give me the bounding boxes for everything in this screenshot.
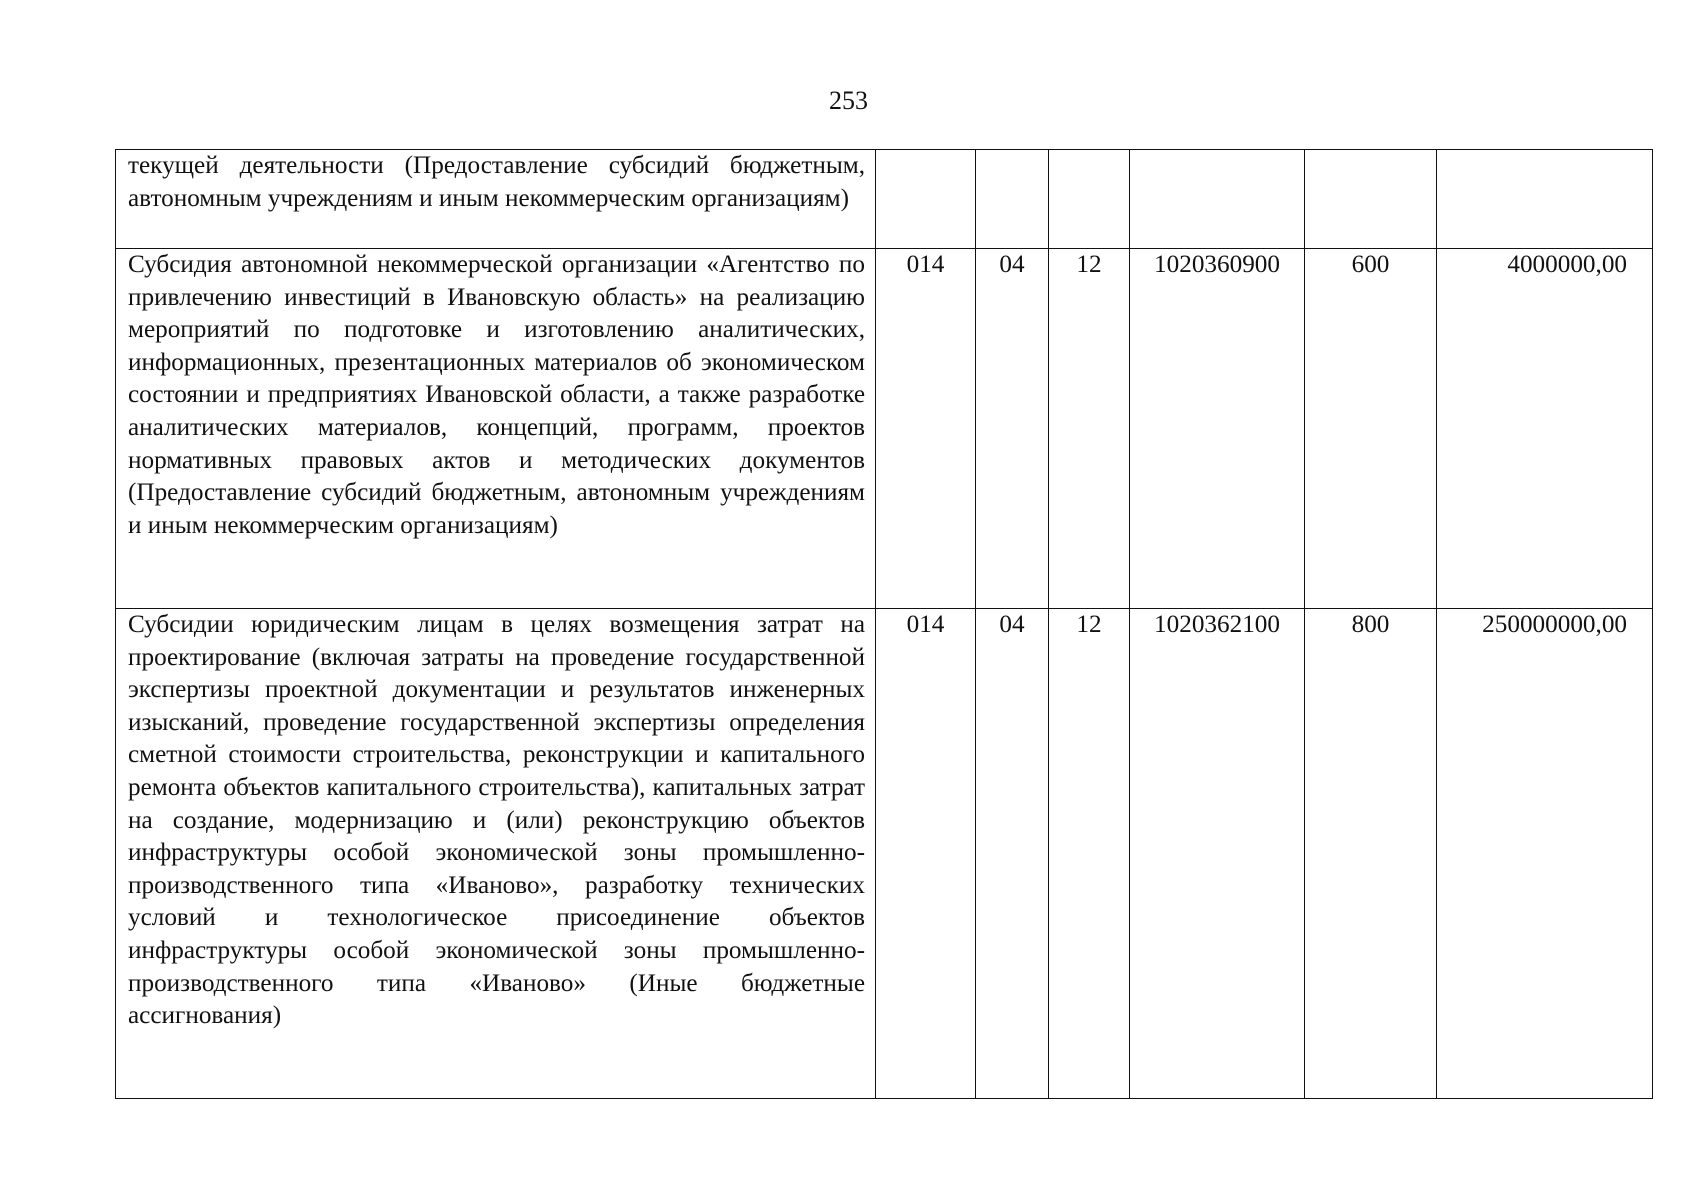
- budget-table: [115, 149, 1653, 1099]
- row-description: текущей деятельности (Предоставление субсидий бюджетным, автономным учреждениям и иным некоммерческим организациям): [116, 150, 876, 249]
- page-number: 253: [829, 86, 868, 115]
- row-ved-code: 014: [876, 249, 976, 609]
- row-amount: [1437, 150, 1653, 249]
- row-section-code: 04: [976, 249, 1049, 609]
- row-target-article-code: [1130, 150, 1305, 249]
- row-expense-type-code: [1305, 150, 1437, 249]
- row-description: Субсидия автономной некоммерческой организации «Агентство по привлечению инвестиций в Ивановскую область» на реализацию мероприятий по подготовке и изготовлению аналитических, информационных, презентационных материалов об экономическом состоянии и предприятиях Ивановской области, а также разработке аналитических материалов, концепций, программ, проектов нормативных правовых актов и методических документов (Предоставление субсидий бюджетным, автономным учреждениям и иным некоммерческим организациям): [116, 249, 876, 609]
- row-description: Субсидии юридическим лицам в целях возмещения затрат на проектирование (включая затраты на проведение государственной экспертизы проектной документации и результатов инженерных изысканий, проведение государственной экспертизы определения сметной стоимости строительства, реконструкции и капитального ремонта объектов капитального строительства), капитальных затрат на создание, модернизацию и (или) реконструкцию объектов инфраструктуры особой экономической зоны промышленно-производственного типа «Иваново», разработку технических условий и технологическое присоединение объектов инфраструктуры особой экономической зоны промышленно-производственного типа «Иваново» (Иные бюджетные ассигнования): [116, 609, 876, 1099]
- table-row: [116, 249, 1653, 609]
- row-ved-code: 014: [876, 609, 976, 1099]
- row-subsection-code: [1049, 150, 1130, 249]
- table-row: [116, 609, 1653, 1099]
- row-section-code: [976, 150, 1049, 249]
- row-target-article-code: 1020360900: [1130, 249, 1305, 609]
- row-amount: 250000000,00: [1437, 609, 1653, 1099]
- row-expense-type-code: 800: [1305, 609, 1437, 1099]
- row-subsection-code: 12: [1049, 249, 1130, 609]
- row-target-article-code: 1020362100: [1130, 609, 1305, 1099]
- table-row: [116, 150, 1653, 249]
- row-subsection-code: 12: [1049, 609, 1130, 1099]
- row-amount: 4000000,00: [1437, 249, 1653, 609]
- row-section-code: 04: [976, 609, 1049, 1099]
- row-expense-type-code: 600: [1305, 249, 1437, 609]
- row-ved-code: [876, 150, 976, 249]
